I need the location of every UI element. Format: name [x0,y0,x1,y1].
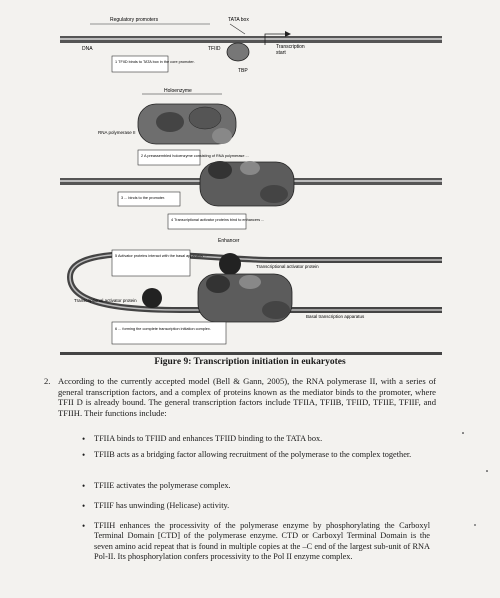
paragraph-number: 2. [44,376,51,386]
tfiid-protein [227,43,249,61]
label-tata-box: TATA box [228,17,249,23]
paragraph-2 [44,376,436,418]
activator-protein-left [142,288,162,308]
label-transcription-start-1: Transcription start [276,44,305,56]
label-tfiid: TFIID [208,46,221,52]
paragraph-text: According to the currently accepted model (Bell & Gann, 2005), the RNA polymerase II, with a series of general transcription factors, and a complex of proteins known as the mediator binds to the promoter, where TFII D is already bound. The general transcription factors include TFIIA, TFIIB, TFIID, TFIIE, TFIIF, and TFIIH. Their functions include: [58,376,436,418]
bullet-tfiib: • TFIIB acts as a bridging factor allowing recruitment of the polymerase to the complex together. [82,450,412,460]
bullet-dot: • [82,481,86,491]
bullet-dot: • [82,501,86,511]
step-6-box [112,322,226,344]
step-5-text: 5 Activator proteins interact with the basal apparatus ... [115,254,208,258]
label-holoenzyme: Holoenzyme [164,88,192,94]
label-tbp: TBP [238,68,248,74]
label-enhancer: Enhancer [218,238,240,244]
bullet-tfiif: • TFIIF has unwinding (Helicase) activity. [82,501,230,511]
activator-protein-top [219,253,241,275]
bullet-tfiie: • TFIIE activates the polymerase complex. [82,481,231,491]
bullet-dot: • [82,450,86,460]
label-activator-left: Transcriptional activator protein [74,298,137,303]
scan-speck [462,432,464,434]
bullet-dot: • [82,521,86,531]
step-1-text: 1 TFIID binds to TATA box in the core promoter. [115,60,195,64]
step-2-text: 2 A preassembled holoenzyme consisting of RNA polymerase ... [141,154,249,158]
transcription-figure [60,12,442,362]
step-1-box [112,56,168,72]
bullet-tfiih: • TFIIH enhances the processivity of the polymerase enzyme by phosphorylating the Carboxyl Terminal Domain [CTD] of the polymerase enzyme. CTD or Carboxyl Terminal Domain is the seven amino acid repeat that is found in multiple copies at the –C end of the largest sub-unit of RNA Pol-II. Its phosphorylation confers processivity to the Pol II enzyme complex. [82,521,430,562]
label-regulatory-promoters: Regulatory promoters [110,17,159,23]
step-4-text: 4 Transcriptional activator proteins bind to enhancers ... [171,218,265,222]
label-activator-top: Transcriptional activator protein [256,264,319,269]
scan-speck [474,524,476,526]
scan-speck [486,470,488,472]
step-6-text: 6 ... forming the complete transcription initiation complex. [115,327,211,331]
label-basal-apparatus: Basal transcription apparatus [306,314,365,319]
step-3-text: 3 ... binds to the promoter. [121,196,166,200]
bullet-dot: • [82,434,86,444]
bullet-tfiia: • TFIIA binds to TFIID and enhances TFIID binding to the TATA box. [82,434,323,444]
label-dna: DNA [82,46,93,52]
label-rna-polymerase: RNA polymerase II [98,130,136,135]
figure-bottom-rule [60,352,442,355]
figure-caption: Figure 9: Transcription initiation in eukaryotes [154,357,346,367]
